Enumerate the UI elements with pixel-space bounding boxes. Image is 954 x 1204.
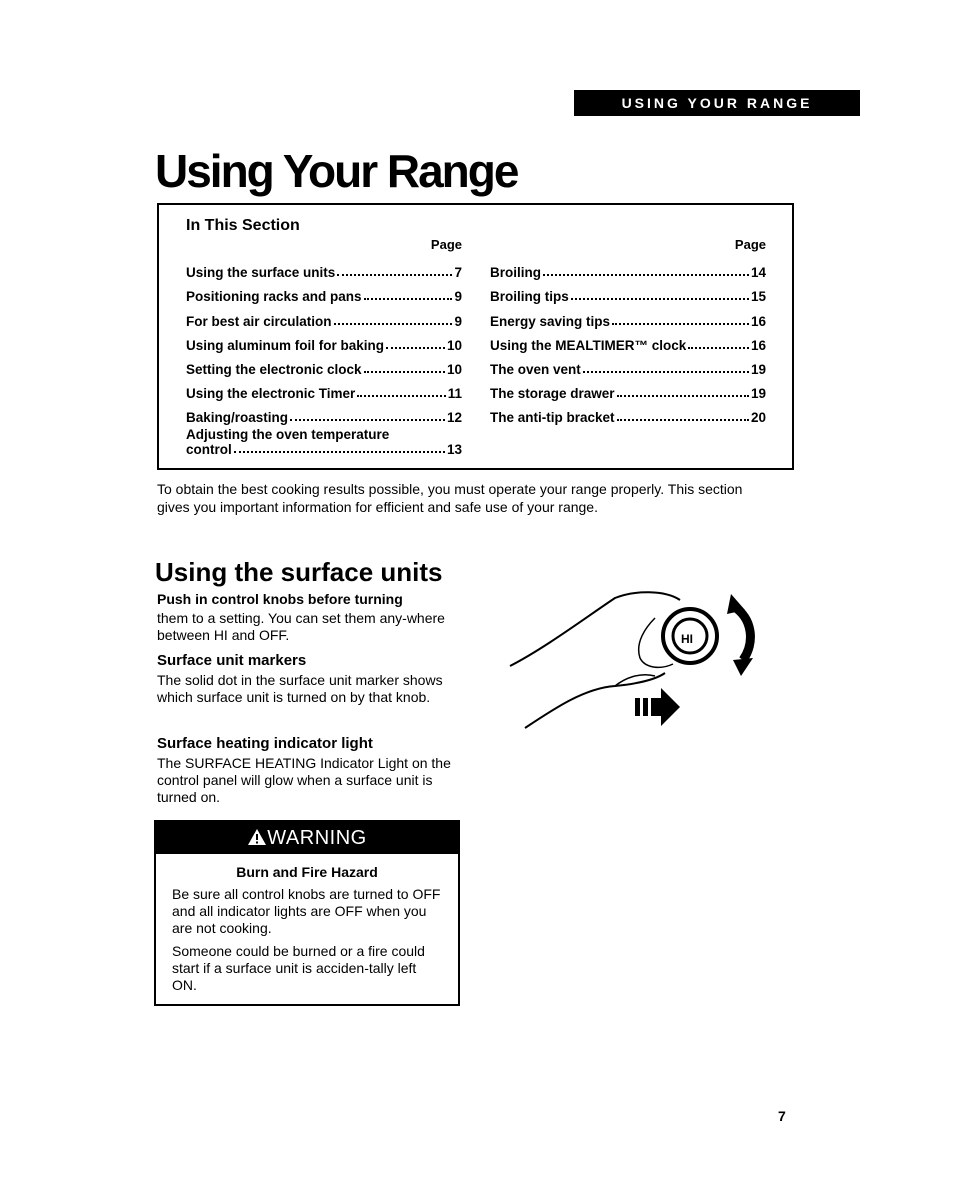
toc-leader-dots <box>337 274 452 276</box>
toc-entry-title: Using aluminum foil for baking <box>186 337 385 353</box>
toc-entry[interactable] <box>490 280 766 304</box>
toc-leader-dots <box>357 395 445 397</box>
warning-subtitle: Burn and Fire Hazard <box>236 864 378 880</box>
toc-entry-title: For best air circulation <box>186 313 332 329</box>
toc-entry[interactable] <box>186 280 462 304</box>
toc-leader-dots <box>571 298 749 300</box>
toc-leader-dots <box>617 395 749 397</box>
warning-paragraph-1: Be sure all control knobs are turned to OFF and all indicator lights are OFF when you are not cooking. <box>172 886 441 936</box>
toc-leader-dots <box>234 451 445 453</box>
toc-leader-dots <box>364 371 445 373</box>
push-knobs-text: them to a setting. You can set them any-where between HI and OFF. <box>157 610 445 643</box>
toc-entry-title: Using the electronic Timer <box>186 386 356 402</box>
warning-paragraph-2: Someone could be burned or a fire could start if a surface unit is acciden-tally left ON. <box>172 943 425 993</box>
toc-entry-title: Broiling <box>490 265 541 281</box>
toc-entry-page: 16 <box>750 313 766 329</box>
toc-leader-dots <box>290 419 445 421</box>
indicator-heading: Surface heating indicator light <box>157 735 373 752</box>
warning-box <box>154 820 460 1006</box>
toc-entry-page: 10 <box>446 337 462 353</box>
toc-entry[interactable] <box>490 304 766 328</box>
indicator-block <box>157 735 467 806</box>
toc-leader-dots <box>334 323 453 325</box>
section-title: Using the surface units <box>155 557 443 587</box>
indicator-text: The SURFACE HEATING Indicator Light on the control panel will glow when a surface unit is turned on. <box>157 755 451 805</box>
toc-entry-title-cont: control <box>186 442 232 458</box>
toc-entry-title: Baking/roasting <box>186 410 289 426</box>
toc-page-label: Page <box>430 237 462 252</box>
toc-entry-page: 7 <box>454 265 462 281</box>
toc-entry[interactable] <box>186 401 462 425</box>
toc-entry-title: Energy saving tips <box>490 313 611 329</box>
toc-leader-dots <box>386 347 445 349</box>
toc-entry-title: Using the surface units <box>186 265 336 281</box>
toc-entry-title: Adjusting the oven temperature <box>186 427 390 443</box>
toc-entry-page: 9 <box>454 313 462 329</box>
toc-entry-page: 19 <box>750 361 766 377</box>
toc-entry-title: Setting the electronic clock <box>186 361 362 377</box>
toc-entry-page: 20 <box>750 410 766 426</box>
page-title: Using Your Range <box>155 145 518 197</box>
warning-bar <box>156 822 458 854</box>
toc-entry[interactable] <box>490 256 766 280</box>
toc-entry-page: 11 <box>447 386 462 402</box>
push-knobs-block <box>157 590 467 644</box>
warning-label: WARNING <box>267 827 367 849</box>
toc-box <box>157 203 794 470</box>
toc-entry-page: 12 <box>446 410 462 426</box>
toc-entry-page: 9 <box>454 289 462 305</box>
toc-entry-title: The anti-tip bracket <box>490 410 615 426</box>
toc-heading: In This Section <box>186 217 300 234</box>
toc-leader-dots <box>543 274 749 276</box>
toc-entry[interactable] <box>490 353 766 377</box>
toc-entry[interactable] <box>186 256 462 280</box>
toc-left-column <box>186 237 462 457</box>
toc-entry-title: Positioning racks and pans <box>186 289 362 305</box>
knob-illustration <box>505 588 775 738</box>
toc-entry[interactable] <box>186 353 462 377</box>
toc-entry[interactable] <box>490 401 766 425</box>
toc-leader-dots <box>617 419 749 421</box>
toc-entry-page: 10 <box>446 361 462 377</box>
warning-triangle-icon <box>247 828 267 846</box>
toc-entry[interactable] <box>186 377 462 401</box>
toc-entry-page: 19 <box>750 386 766 402</box>
toc-leader-dots <box>612 323 749 325</box>
toc-entry-page: 13 <box>446 442 462 458</box>
toc-entry-page: 14 <box>750 265 766 281</box>
toc-entry[interactable] <box>490 329 766 353</box>
markers-block <box>157 652 467 706</box>
toc-entry-page: 16 <box>750 337 766 353</box>
section-tab: USING YOUR RANGE <box>574 90 860 116</box>
knob-label: HI <box>681 632 693 646</box>
markers-heading: Surface unit markers <box>157 652 307 669</box>
push-knobs-heading: Push in control knobs before turning <box>157 591 403 607</box>
page-number: 7 <box>778 1108 786 1124</box>
toc-entry-title: Broiling tips <box>490 289 569 305</box>
toc-entry-title: The oven vent <box>490 361 581 377</box>
toc-leader-dots <box>688 347 749 349</box>
toc-leader-dots <box>364 298 453 300</box>
toc-right-column <box>490 237 766 425</box>
toc-entry-title: Using the MEALTIMER™ clock <box>490 337 687 353</box>
toc-entry[interactable] <box>490 377 766 401</box>
markers-text: The solid dot in the surface unit marker shows which surface unit is turned on by that knob. <box>157 672 443 705</box>
toc-page-label: Page <box>734 237 766 252</box>
intro-paragraph: To obtain the best cooking results possible, you must operate your range properly. This section gives you important information for efficient and safe use of your range. <box>157 481 743 515</box>
toc-entry[interactable] <box>186 329 462 353</box>
toc-entry-page: 15 <box>750 289 766 305</box>
toc-entry-title: The storage drawer <box>490 386 615 402</box>
toc-entry[interactable] <box>186 304 462 328</box>
toc-entry[interactable] <box>186 427 462 457</box>
toc-leader-dots <box>583 371 749 373</box>
